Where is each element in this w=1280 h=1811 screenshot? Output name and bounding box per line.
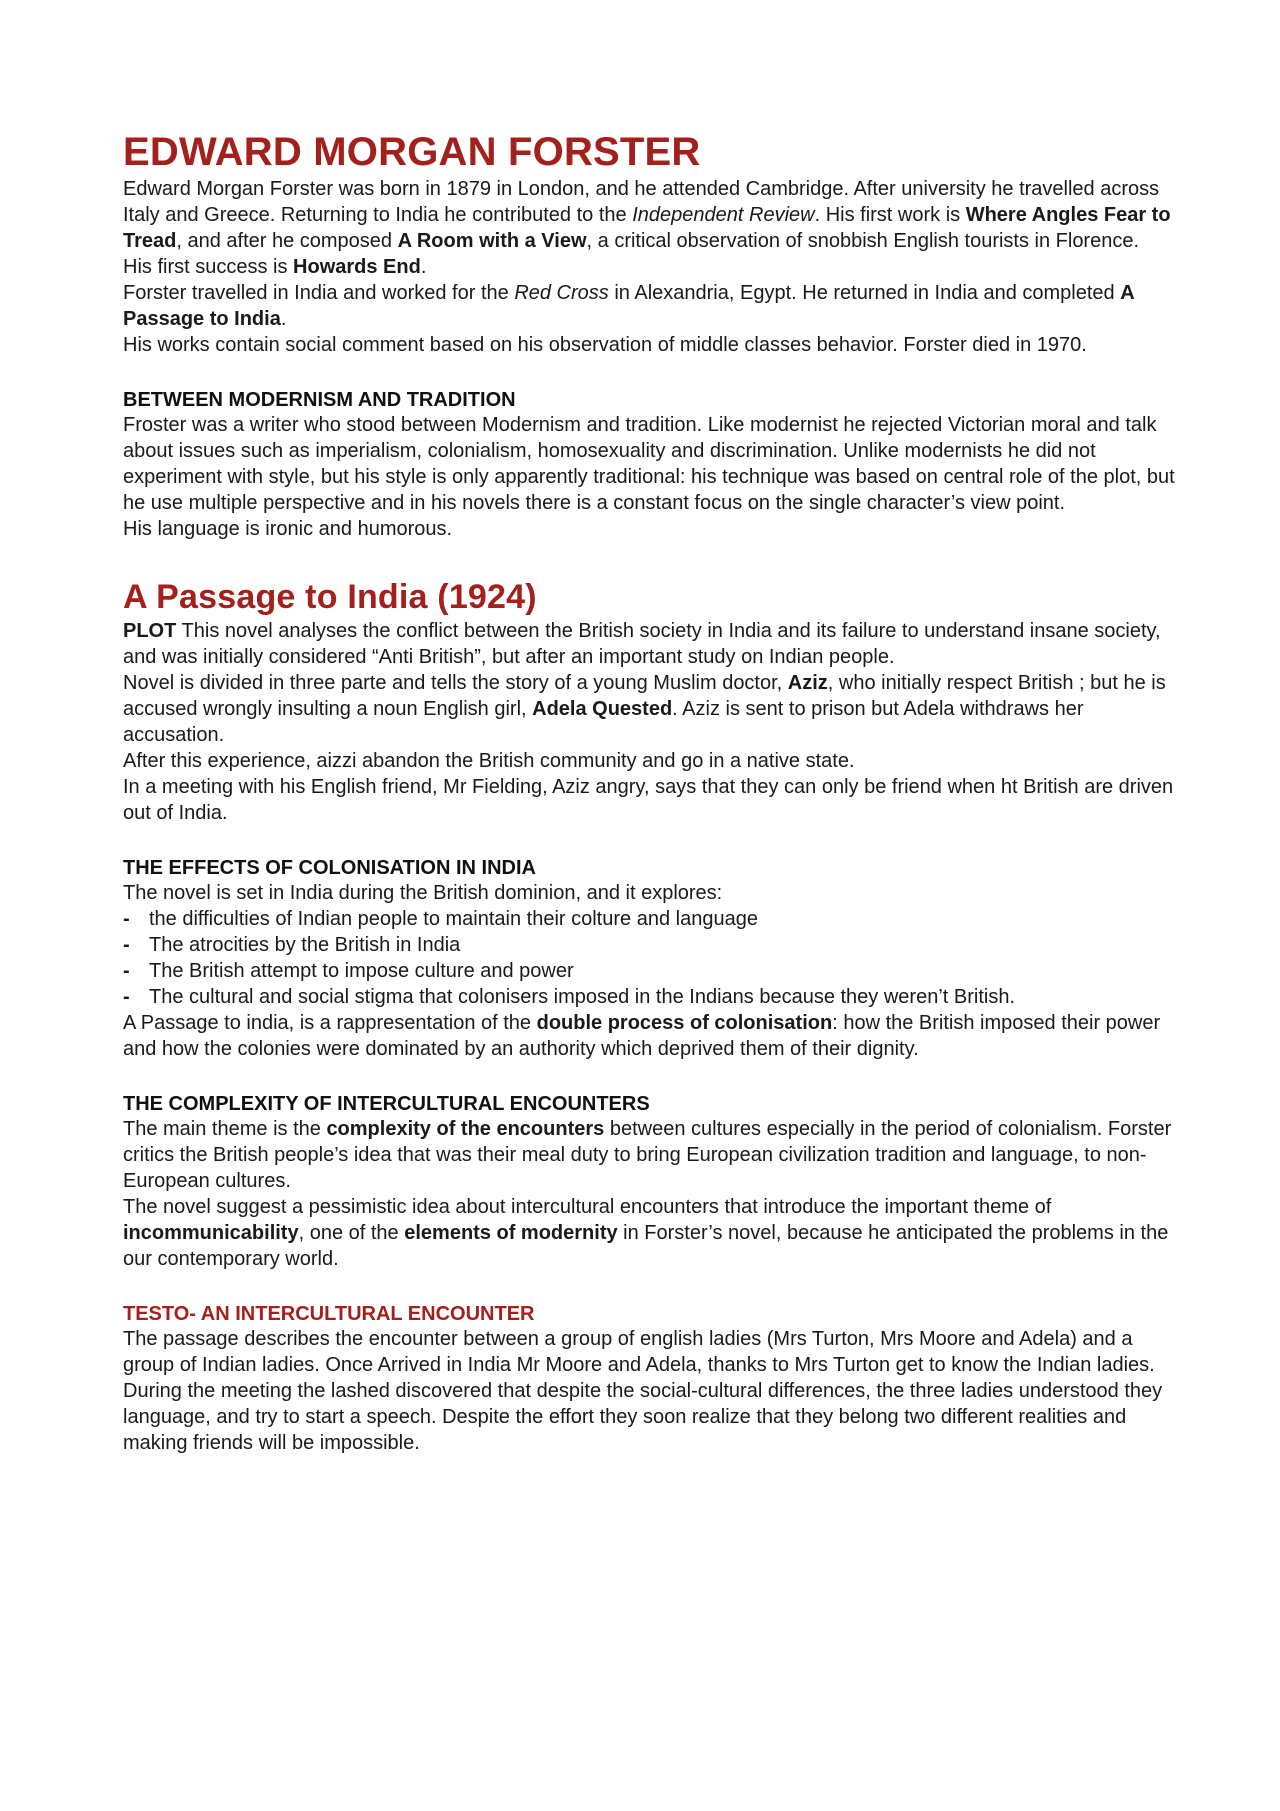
novel-title: A Passage to India (1924) [123,578,537,616]
plot-paragraph-2: Novel is divided in three parte and tells the story of a young Muslim doctor, Aziz, who initially respect British ; but he is accused wrongly insulting a noun English girl, Adela Quested. Aziz is sent to prison but Adela withdraws her accusation. [123,672,1166,746]
plot-label: PLOT [123,620,177,642]
dash-bullet-icon: - [123,960,130,982]
colonisation-list [123,906,1183,1010]
page-content [123,128,1183,1456]
colonisation-paragraph: A Passage to india, is a rappresentation of the double process of colonisation: how the British imposed their power and how the colonies were dominated by an authority which deprived them of their dignity. [123,1012,1161,1060]
intercultural-heading: THE COMPLEXITY OF INTERCULTURAL ENCOUNTERS [123,1093,650,1115]
list-item: - the difficulties of Indian people to maintain their colture and language [123,908,758,930]
bio-paragraph-4: His works contain social comment based on his observation of middle classes behavior. Forster died in 1970. [123,334,1087,356]
list-item: - The cultural and social stigma that colonisers imposed in the Indians because they weren’t British. [123,986,1016,1008]
dash-bullet-icon: - [123,908,130,930]
intercultural-paragraph-1: The main theme is the complexity of the encounters between cultures especially in the period of colonialism. Forster critics the British people’s idea that was their meal duty to bring European civilization tradition and language, to non-European cultures. [123,1118,1172,1192]
modernism-paragraph-2: His language is ironic and humorous. [123,518,453,540]
dash-bullet-icon: - [123,934,130,956]
list-item: - The atrocities by the British in India [123,934,461,956]
bio-paragraph-2: His first success is Howards End. [123,256,427,278]
modernism-heading: BETWEEN MODERNISM AND TRADITION [123,389,516,411]
testo-heading: TESTO- AN INTERCULTURAL ENCOUNTER [123,1303,535,1325]
page-title: EDWARD MORGAN FORSTER [123,130,701,174]
bio-paragraph-3: Forster travelled in India and worked for the Red Cross in Alexandria, Egypt. He returned in India and completed A Passage to India. [123,282,1134,330]
intercultural-paragraph-2: The novel suggest a pessimistic idea about intercultural encounters that introduce the important theme of incommunicability, one of the elements of modernity in Forster’s novel, because he anticipated the problems in the our contemporary world. [123,1196,1169,1270]
testo-paragraph: The passage describes the encounter between a group of english ladies (Mrs Turton, Mrs Moore and Adela) and a group of Indian ladies. Once Arrived in India Mr Moore and Adela, thanks to Mrs Turton get to know the Indian ladies. During the meeting the lashed discovered that despite the social-cultural differences, the three ladies understood they language, and try to start a speech. Despite the effort they soon realize that they belong two different realities and making friends will be impossible. [123,1328,1163,1454]
plot-paragraph-4: In a meeting with his English friend, Mr Fielding, Aziz angry, says that they can only be friend when ht British are driven out of India. [123,776,1174,824]
colonisation-intro: The novel is set in India during the British dominion, and it explores: [123,882,723,904]
bio-paragraph-1: Edward Morgan Forster was born in 1879 in London, and he attended Cambridge. After university he travelled across Italy and Greece. Returning to India he contributed to the Independent Review. His first work is Where Angles Fear to Tread, and after he composed A Room with a View, a critical observation of snobbish English tourists in Florence. [123,178,1171,252]
plot-paragraph-1: PLOT This novel analyses the conflict between the British society in India and its failure to understand insane society, and was initially considered “Anti British”, but after an important study on Indian people. [123,620,1161,668]
list-item: - The British attempt to impose culture and power [123,960,574,982]
modernism-paragraph-1: Froster was a writer who stood between Modernism and tradition. Like modernist he rejected Victorian moral and talk about issues such as imperialism, colonialism, homosexuality and discrimination. Unlike modernists he did not experiment with style, but his style is only apparently traditional: his technique was based on central role of the plot, but he use multiple perspective and in his novels there is a constant focus on the single character’s view point. [123,414,1175,514]
colonisation-heading: THE EFFECTS OF COLONISATION IN INDIA [123,857,536,879]
dash-bullet-icon: - [123,986,130,1008]
plot-paragraph-3: After this experience, aizzi abandon the British community and go in a native state. [123,750,855,772]
